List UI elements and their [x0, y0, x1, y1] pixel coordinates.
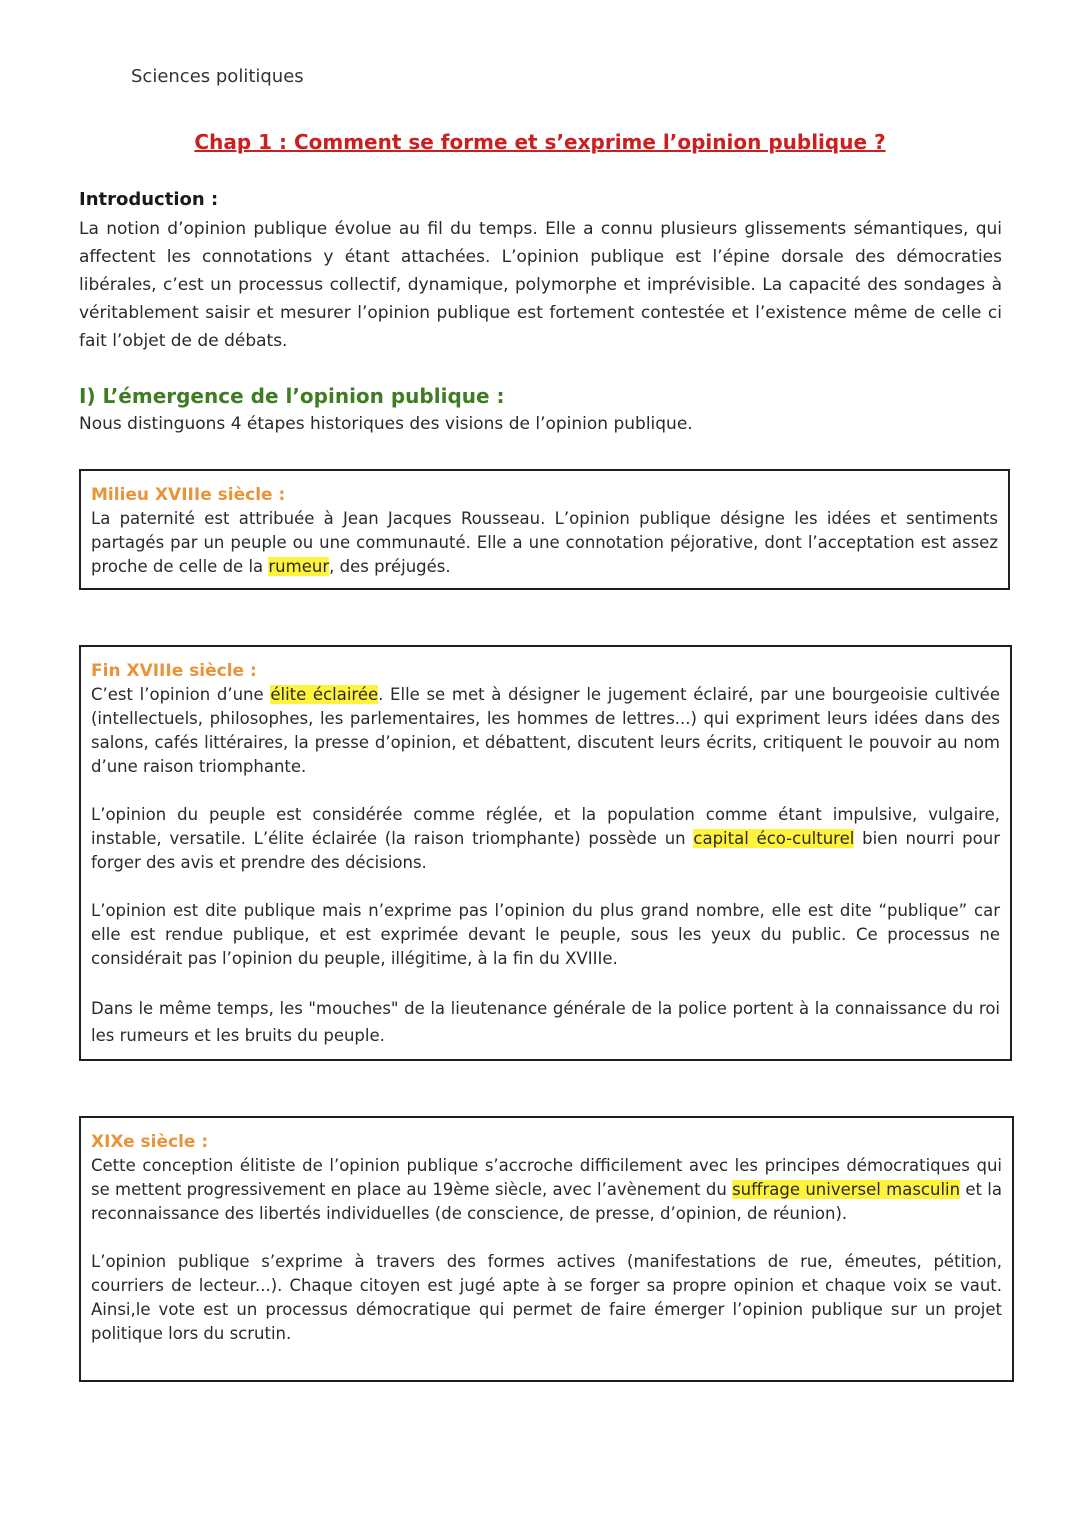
- box-paragraph: [91, 803, 1000, 875]
- highlighted-term: élite éclairée: [270, 685, 379, 704]
- box-title: Fin XVIIIe siècle :: [91, 661, 257, 681]
- text-span: et la reconnaissance des libertés individuelles (de conscience, de presse, d’opinion, de réunion).: [91, 1180, 1002, 1223]
- box-title: Milieu XVIIIe siècle :: [91, 485, 286, 505]
- box-paragraph: L’opinion publique s’exprime à travers des formes actives (manifestations de rue, émeutes, pétition, courriers de lecteur...). Chaque citoyen est jugé apte à se forger sa propre opinion et chaque voix se vaut. Ainsi,le vote est un processus démocratique qui permet de faire émerger l’opinion publique sur un projet politique lors du scrutin.: [91, 1252, 1002, 1343]
- period-box-19th: [79, 1116, 1014, 1382]
- highlighted-term: capital éco-culturel: [693, 829, 855, 848]
- text-span: C’est l’opinion d’une: [91, 685, 271, 704]
- box-paragraph: [91, 507, 998, 579]
- period-box-late-18th: [79, 645, 1012, 1061]
- text-span: bien nourri pour forger des avis et prendre des décisions.: [91, 829, 1000, 872]
- box-paragraph: [91, 683, 1000, 779]
- box-paragraph: Dans le même temps, les "mouches" de la lieutenance générale de la police portent à la connaissance du roi les rumeurs et les bruits du peuple.: [91, 999, 1000, 1045]
- text-span: Cette conception élitiste de l’opinion publique s’accroche difficilement avec les principes démocratiques qui se mettent progressivement en place au 19ème siècle, avec l’avènement du: [91, 1156, 1002, 1199]
- box-title: XIXe siècle :: [91, 1132, 209, 1152]
- chapter-title: Chap 1 : Comment se forme et s’exprime l’opinion publique ?: [194, 130, 886, 154]
- period-box-mid-18th: [79, 469, 1010, 590]
- section-heading: I) L’émergence de l’opinion publique :: [79, 384, 505, 408]
- text-span: . Elle se met à désigner le jugement éclairé, par une bourgeoisie cultivée (intellectuels, philosophes, les parlementaires, les hommes de lettres...) qui expriment leurs idées dans des salons, cafés littéraires, la presse d’opinion, et débattent, discutent leurs écrits, critiquent le pouvoir au nom d’une raison triomphante.: [91, 685, 1000, 776]
- text-span: La paternité est attribuée à Jean Jacques Rousseau. L’opinion publique désigne les idées et sentiments partagés par un peuple ou une communauté. Elle a une connotation péjorative, dont l’acceptation est assez proche de celle de la: [91, 509, 998, 576]
- box-paragraph: [91, 1154, 1002, 1226]
- highlighted-term: rumeur: [268, 557, 330, 576]
- intro-paragraph: La notion d’opinion publique évolue au fil du temps. Elle a connu plusieurs glissements sémantiques, qui affectent les connotations y étant attachées. L’opinion publique est l’épine dorsale des démocraties libérales, c’est un processus collectif, dynamique, polymorphe et imprévisible. La capacité des sondages à véritablement saisir et mesurer l’opinion publique est fortement contestée et l’existence même de celle ci fait l’objet de de débats.: [79, 219, 1002, 351]
- box-paragraph: L’opinion est dite publique mais n’exprime pas l’opinion du plus grand nombre, elle est dite “publique” car elle est rendue publique, et est exprimée devant le peuple, sous les yeux du public. Ce processus ne considérait pas l’opinion du peuple, illégitime, à la fin du XVIIIe.: [91, 901, 1000, 968]
- subject-header: Sciences politiques: [131, 66, 304, 87]
- section-subtitle: Nous distinguons 4 étapes historiques des visions de l’opinion publique.: [79, 414, 693, 434]
- text-span: L’opinion du peuple est considérée comme réglée, et la population comme étant impulsive, vulgaire, instable, versatile. L’élite éclairée (la raison triomphante) possède un: [91, 805, 1000, 848]
- highlighted-term: suffrage universel masculin: [732, 1180, 961, 1199]
- intro-heading: Introduction :: [79, 189, 219, 210]
- text-span: , des préjugés.: [329, 557, 451, 576]
